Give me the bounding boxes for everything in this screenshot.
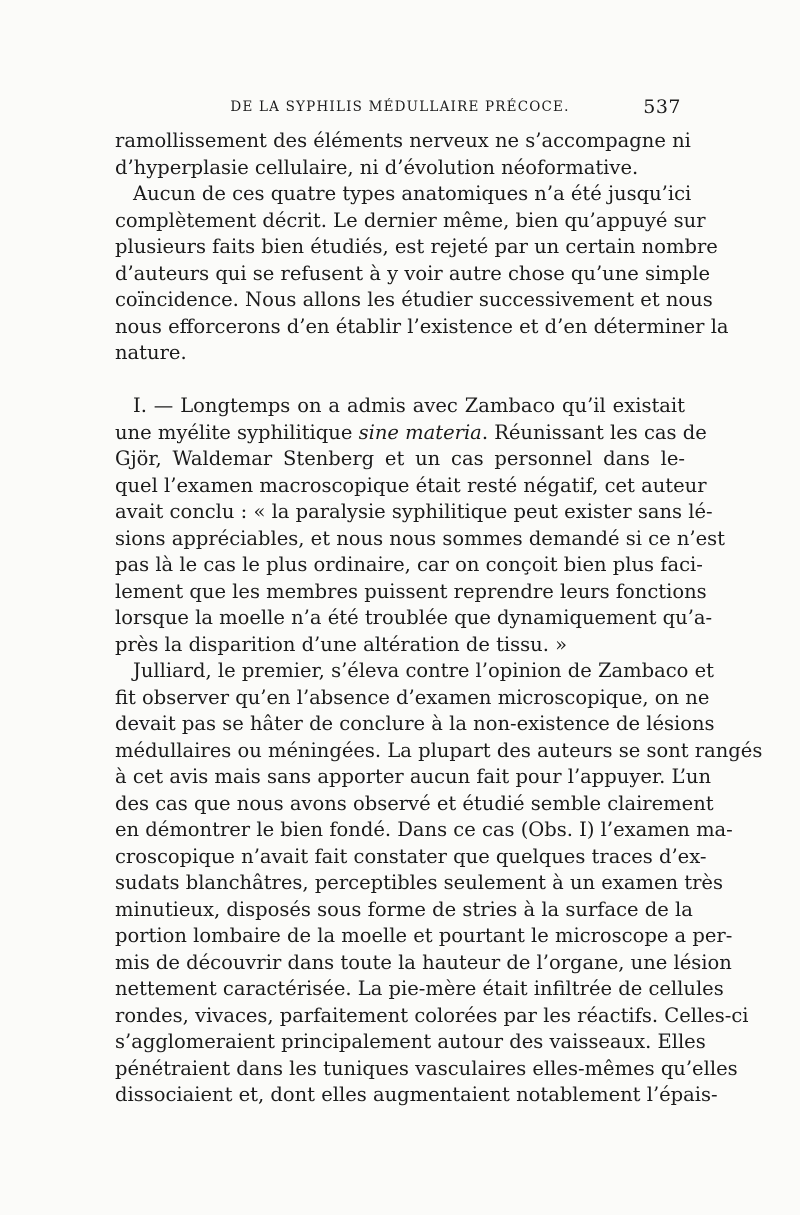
- text-line: plusieurs faits bien étudiés, est rejeté par un certain nombre: [115, 235, 718, 258]
- text-line: près la disparition d’une altération de tissu. »: [115, 632, 568, 656]
- text-line: portion lombaire de la moelle et pourtant le microscope a per-: [115, 924, 733, 947]
- text-line: lorsque la moelle n’a été troublée que dynamiquement qu’a-: [115, 606, 713, 629]
- paragraph-4: [115, 658, 763, 1109]
- text-line: avait conclu : « la paralysie syphilitique peut exister sans lé-: [115, 500, 713, 523]
- text-line: sudats blanchâtres, perceptibles seulement à un examen très: [115, 871, 723, 894]
- paragraph-1: [115, 128, 691, 181]
- text-segment: une myélite syphilitique: [115, 420, 353, 444]
- section-spacer: [115, 367, 685, 394]
- text-line: ramollissement des éléments nerveux ne s’accompagne ni: [115, 129, 691, 152]
- text-line: complètement décrit. Le dernier même, bien qu’appuyé sur: [115, 208, 706, 232]
- text-line: en démontrer le bien fondé. Dans ce cas (Obs. I) l’examen ma-: [115, 818, 733, 841]
- text-line: minutieux, disposés sous forme de stries à la surface de la: [115, 897, 693, 921]
- text-line: Aucun de ces quatre types anatomiques n’a été jusqu’ici: [133, 182, 692, 205]
- text-line: sions appréciables, et nous nous sommes demandé si ce n’est: [115, 526, 725, 550]
- text-line: mis de découvrir dans toute la hauteur de l’organe, une lésion: [115, 950, 732, 974]
- paragraph-3: [115, 393, 725, 658]
- text-line: nettement caractérisée. La pie-mère était infiltrée de cellules: [115, 977, 724, 1000]
- text-line: dissociaient et, dont elles augmentaient notablement l’épais-: [115, 1083, 718, 1106]
- text-line: pas là le cas le plus ordinaire, car on conçoit bien plus faci-: [115, 553, 703, 576]
- text-line: quel l’examen macroscopique était resté négatif, cet auteur: [115, 473, 707, 497]
- paragraph-2: [115, 181, 729, 367]
- text-line: d’hyperplasie cellulaire, ni d’évolution néoformative.: [115, 155, 639, 179]
- text-line: nous efforcerons d’en établir l’existence et d’en déterminer la: [115, 314, 729, 338]
- text-line: pénétraient dans les tuniques vasculaires elles-mêmes qu’elles: [115, 1056, 738, 1080]
- text-line: rondes, vivaces, parfaitement colorées par les réactifs. Celles-ci: [115, 1003, 749, 1027]
- text-line: lement que les membres puissent reprendre leurs fonctions: [115, 579, 707, 603]
- text-line: I. — Longtemps on a admis avec Zambaco qu’il existait: [133, 394, 685, 417]
- italic-term: sine materia: [358, 420, 482, 444]
- text-line: coïncidence. Nous allons les étudier successivement et nous: [115, 288, 713, 311]
- page-number: 537: [643, 96, 681, 118]
- text-line: Gjör, Waldemar Stenberg et un cas personnel dans le-: [115, 447, 685, 470]
- text-line: nature.: [115, 341, 187, 364]
- text-segment: . Réunissant les cas de: [481, 420, 707, 444]
- text-line: s’agglomeraient principalement autour des vaisseaux. Elles: [115, 1030, 706, 1053]
- text-line: à cet avis mais sans apporter aucun fait pour l’appuyer. L’un: [115, 765, 712, 788]
- text-line: Julliard, le premier, s’éleva contre l’opinion de Zambaco et: [133, 659, 714, 682]
- body-text: [115, 128, 763, 1109]
- text-line: croscopique n’avait fait constater que quelques traces d’ex-: [115, 844, 707, 868]
- text-line: médullaires ou méningées. La plupart des auteurs se sont rangés: [115, 738, 763, 762]
- running-title: DE LA SYPHILIS MÉDULLAIRE PRÉCOCE.: [230, 99, 570, 115]
- text-line: d’auteurs qui se refusent à y voir autre chose qu’une simple: [115, 261, 711, 285]
- text-line: fit observer qu’en l’absence d’examen microscopique, on ne: [115, 685, 710, 709]
- page-header: [115, 96, 685, 122]
- text-line: devait pas se hâter de conclure à la non-existence de lésions: [115, 712, 715, 735]
- text-line: des cas que nous avons observé et étudié semble clairement: [115, 791, 714, 815]
- text-line-with-italic: [115, 420, 707, 447]
